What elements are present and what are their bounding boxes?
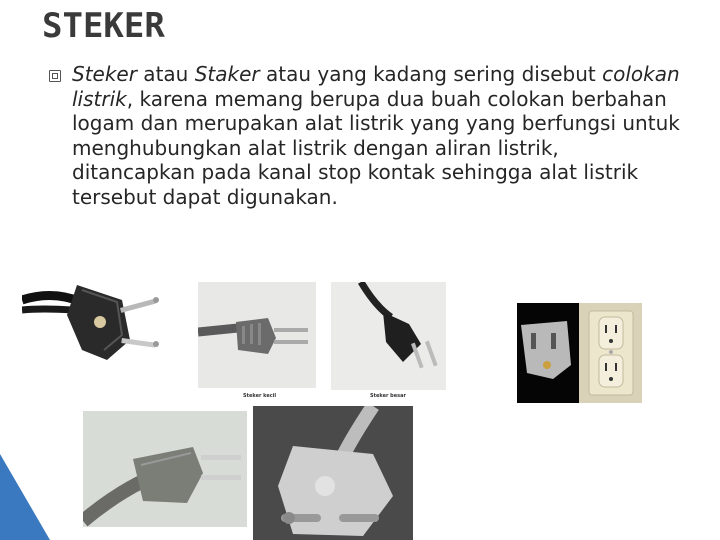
caption-small-plug: Steker kecil [243, 393, 277, 399]
corner-accent-shape [0, 454, 50, 540]
term-staker: Staker [194, 62, 260, 86]
body-paragraph [72, 62, 682, 209]
text-segment: , karena memang berupa dua buah colokan berbahan logam dan merupakan alat listrik yang yang berfungsi untuk menghubungkan alat listrik dengan aliran listrik, ditancapkan pada kanal stop kontak sehingga alat listrik tersebut dapat digunakan. [72, 86, 680, 209]
photo-grey-euro-plug [253, 406, 413, 540]
photo-plug-and-outlet [517, 303, 642, 403]
photo-us-plug [83, 411, 247, 527]
photo-large-plug [331, 282, 446, 390]
bullet-icon [49, 70, 61, 82]
text-segment: atau [136, 62, 195, 86]
slide-title: STEKER [42, 6, 165, 46]
photo-black-euro-plug [22, 280, 172, 370]
term-steker: Steker [72, 62, 137, 86]
term-colokan-listrik: colokan listrik [72, 62, 680, 111]
text-segment: atau yang kadang sering disebut [259, 62, 603, 86]
caption-large-plug: Steker besar [370, 393, 406, 399]
photo-small-plug [198, 282, 316, 388]
